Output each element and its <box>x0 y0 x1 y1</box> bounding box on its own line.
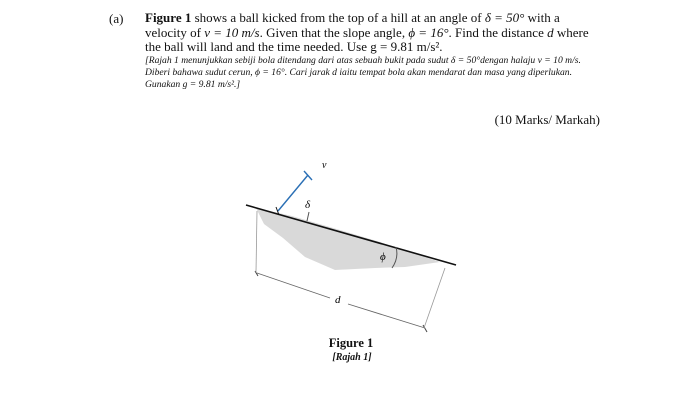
guide-line <box>424 268 445 328</box>
velocity-label: v <box>322 160 327 171</box>
question-text-segment: with a velocity of <box>145 10 560 40</box>
phi-label: ϕ <box>380 251 386 263</box>
gravity-expression: g = 9.81 m/s² <box>370 39 440 54</box>
question-part-label: (a) <box>109 11 124 26</box>
question-text-segment: . Given that the slope angle, <box>259 24 409 40</box>
distance-label: d <box>335 294 341 306</box>
question-text-segment: where the ball will land and the time needed. Use <box>145 24 589 54</box>
figure-caption-malay: [Rajah 1] <box>332 352 372 363</box>
delta-label: δ <box>305 199 311 211</box>
question-text-segment: . <box>439 39 443 54</box>
marks-label: (10 Marks/ Markah) <box>494 112 600 127</box>
velocity-expression: v = 10 m/s <box>204 24 260 40</box>
question-text-malay: [Rajah 1 menunjukkan sebiji bola ditendang dari atas sebuah bukit pada sudut δ = 50°dengan halaju v = 10 m/s. Diberi bahawa sudut cerun, ϕ = 16°. Cari jarak d iaitu tempat bola akan mendarat dan masa yang diperlukan. Gunakan g = 9.81 m/s².] <box>145 55 581 90</box>
delta-angle-mark <box>307 212 309 221</box>
hill-shape <box>256 208 440 270</box>
question-text-segment: shows a ball kicked from the top of a hill at an angle of <box>191 10 485 25</box>
delta-expression: δ = 50° <box>484 10 525 25</box>
figure-caption: Figure 1 <box>328 336 374 350</box>
velocity-arrow <box>278 175 308 211</box>
guide-line <box>256 211 257 272</box>
dimension-line-segment <box>348 304 425 328</box>
distance-symbol: d <box>547 24 554 40</box>
figure-reference: Figure 1 <box>145 10 192 25</box>
dimension-line-segment <box>257 273 330 298</box>
phi-expression: ϕ = 16° <box>408 24 449 40</box>
question-text-segment: . Find the distance <box>448 24 548 40</box>
